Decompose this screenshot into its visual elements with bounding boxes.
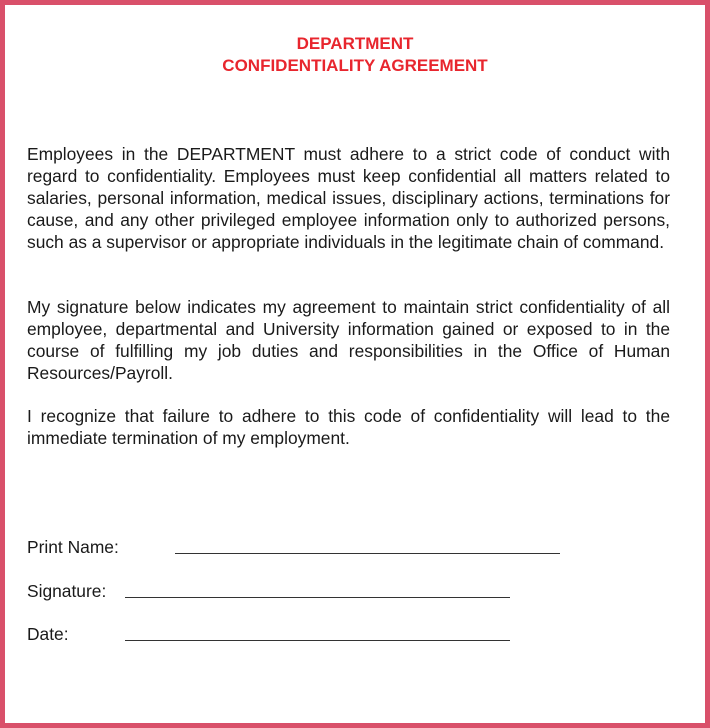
title-line-2: CONFIDENTIALITY AGREEMENT xyxy=(222,56,488,75)
signature-line xyxy=(125,597,510,598)
paragraph-conduct: Employees in the DEPARTMENT must adhere to a strict code of conduct with regard to confidentiality. Employees must keep confidential all matters related to salaries, personal information, medical issues, disciplinary actions, terminations for cause, and any other privileged employee information only to authorized persons, such as a supervisor or appropriate individuals in the legitimate chain of command. xyxy=(27,144,670,252)
date-label: Date: xyxy=(27,624,69,644)
date-line xyxy=(125,640,510,641)
title-line-1: DEPARTMENT xyxy=(296,34,414,53)
paragraph-signature-agreement: My signature below indicates my agreement to maintain strict confidentiality of all employee, departmental and University information gained or exposed to in the course of fulfilling my job duties and responsibilities in the Office of Human Resources/Payroll. xyxy=(27,297,670,383)
print-name-line xyxy=(175,553,560,554)
print-name-label: Print Name: xyxy=(27,537,119,557)
paragraph-termination: I recognize that failure to adhere to this code of confidentiality will lead to the immediate termination of my employment. xyxy=(27,406,670,448)
signature-label: Signature: xyxy=(27,581,107,601)
